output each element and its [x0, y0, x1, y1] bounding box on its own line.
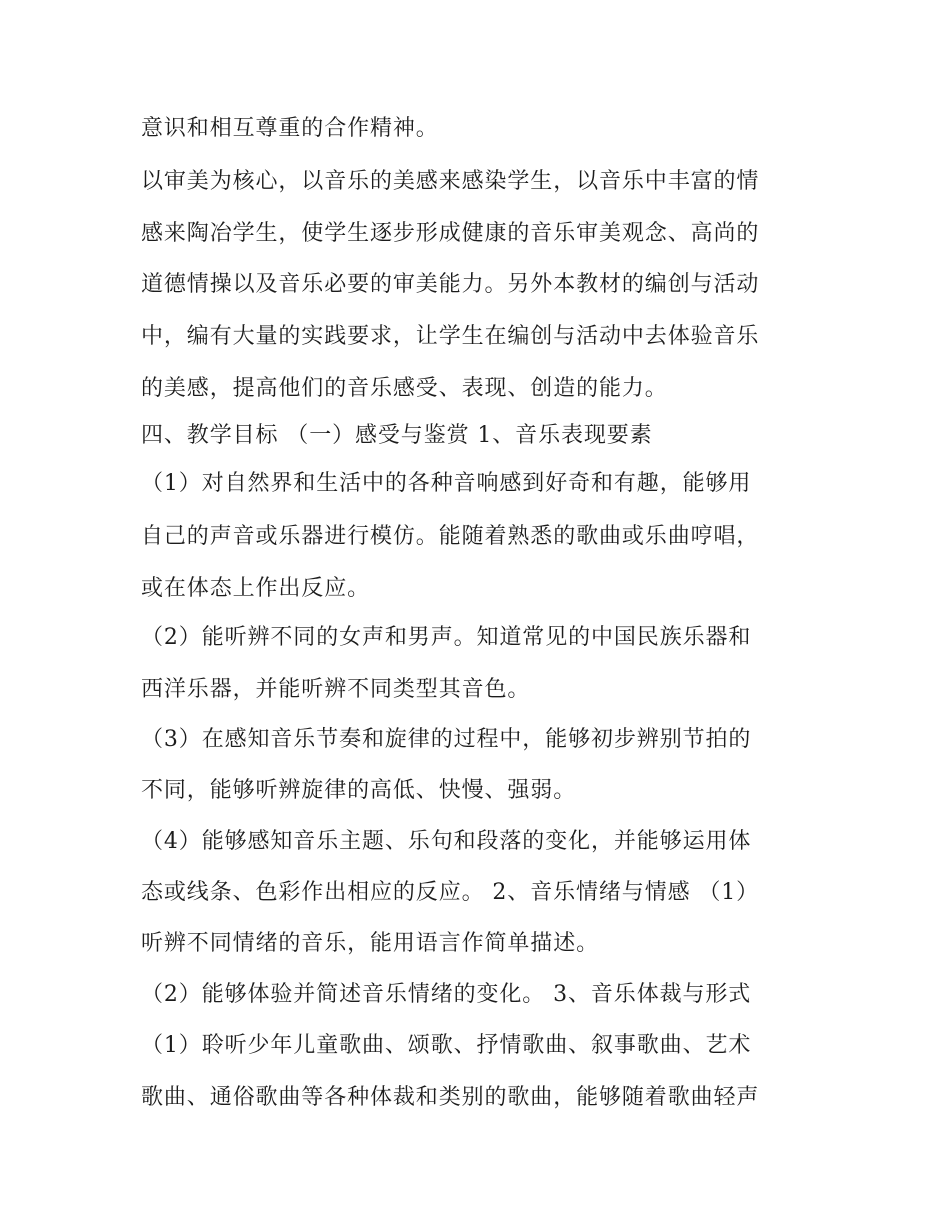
text-line: （2）能听辨不同的女声和男声。知道常见的中国民族乐器和: [141, 625, 752, 650]
text-line: （4）能够感知音乐主题、乐句和段落的变化，并能够运用体: [141, 829, 752, 854]
text-line: 自己的声音或乐器进行模仿。能随着熟悉的歌曲或乐曲哼唱，: [141, 524, 760, 549]
text-line: 不同，能够听辨旋律的高低、快慢、强弱。: [141, 778, 577, 803]
text-line: 歌曲、通俗歌曲等各种体裁和类别的歌曲，能够随着歌曲轻声: [141, 1085, 760, 1110]
section-heading: 四、教学目标 （一）感受与鉴赏 1、音乐表现要素: [141, 423, 653, 448]
text-line: 态或线条、色彩作出相应的反应。 2、音乐情绪与情感 （1）: [141, 880, 760, 905]
text-line: 感来陶冶学生，使学生逐步形成健康的音乐审美观念、高尚的: [141, 221, 760, 246]
text-line: （2）能够体验并简述音乐情绪的变化。 3、音乐体裁与形式: [141, 982, 752, 1007]
text-line: 的美感，提高他们的音乐感受、表现、创造的能力。: [141, 376, 668, 401]
text-line: 西洋乐器，并能听辨不同类型其音色。: [141, 677, 531, 702]
text-line: 以审美为核心，以音乐的美感来感染学生，以音乐中丰富的情: [141, 169, 760, 194]
text-line: （1）对自然界和生活中的各种音响感到好奇和有趣，能够用: [141, 471, 752, 496]
text-line: 意识和相互尊重的合作精神。: [141, 116, 439, 141]
text-line: 中，编有大量的实践要求，让学生在编创与活动中去体验音乐: [141, 324, 760, 349]
text-line: 道德情操以及音乐必要的审美能力。另外本教材的编创与活动: [141, 272, 760, 297]
text-line: （3）在感知音乐节奏和旋律的过程中，能够初步辨别节拍的: [141, 727, 752, 752]
text-line: （1）聆听少年儿童歌曲、颂歌、抒情歌曲、叙事歌曲、艺术: [141, 1033, 752, 1058]
text-line: 或在体态上作出反应。: [141, 576, 371, 601]
text-line: 听辨不同情绪的音乐，能用语言作简单描述。: [141, 931, 600, 956]
